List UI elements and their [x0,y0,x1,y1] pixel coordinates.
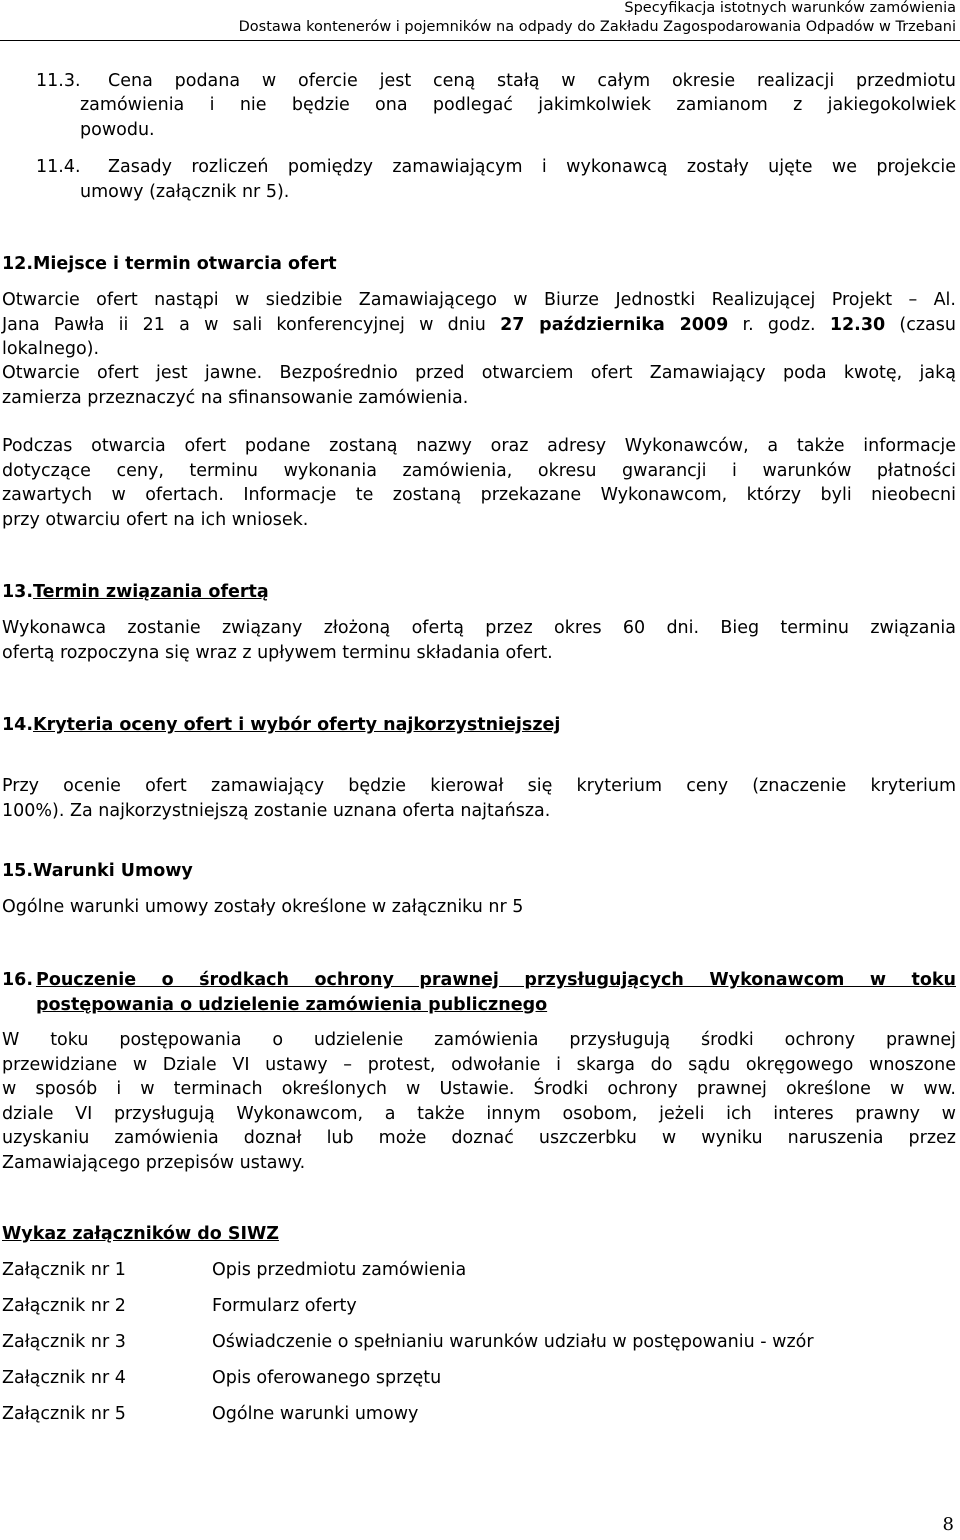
paragraph-line: 100%). Za najkorzystniejszą zostanie uznana oferta najtańsza. [2,800,551,821]
attachment-description: Ogólne warunki umowy [212,1404,419,1424]
section-11-3-text [108,69,956,94]
attachment-label: Załącznik nr 2 [2,1296,126,1316]
paragraph-line: przy otwarciu ofert na ich wniosek. [2,509,309,530]
paragraph-line: Zasady rozliczeń pomiędzy zamawiającym i wykonawcą zostały ujęte we projekcie [108,157,956,177]
attachment-description: Opis przedmiotu zamówienia [212,1260,467,1280]
section-14-heading [2,713,956,738]
attachment-description: Opis oferowanego sprzętu [212,1368,442,1388]
attachment-label: Załącznik nr 1 [2,1260,126,1280]
text-run: (czasu [885,314,956,335]
paragraph-line: Otwarcie ofert nastąpi w siedzibie Zamawiającego w Biurze Jednostki Realizującej Projekt – Al. [2,290,956,310]
paragraph-line: zamierza przeznaczyć na sfinansowanie zamówienia. [2,387,469,408]
paragraph-line: umowy (załącznik nr 5). [80,182,290,202]
attachments-title: Wykaz załączników do SIWZ [2,1224,279,1244]
paragraph-line: uzyskaniu zamówienia doznał lub może doznać uszczerbku w wyniku naruszenia przez [2,1128,956,1148]
paragraph-line: lokalnego). [2,339,100,359]
paragraph-line: Cena podana w ofercie jest ceną stałą w całym okresie realizacji przedmiotu [108,71,956,91]
section-15-heading [2,859,956,884]
section-14-paragraph [2,774,956,823]
page-number: 8 [942,1514,954,1535]
paragraph-line: Wykonawca zostanie związany złożoną ofertą przez okres 60 dni. Bieg terminu związania [2,618,956,638]
section-13-heading [2,580,956,605]
paragraph-line: powodu. [80,119,155,140]
section-title: postępowania o udzielenie zamówienia publicznego [36,994,548,1015]
opening-time: 12.30 [829,314,886,335]
paragraph-line: przewidziane w Dziale VI ustawy – protest, odwołanie i skarga do sądu okręgowego wnoszone [2,1054,956,1075]
section-11-4-text [108,155,956,180]
header-doc-title: Specyfikacja istotnych warunków zamówienia [624,0,956,16]
section-12-heading [2,252,956,277]
attachment-label: Załącznik nr 3 [2,1332,126,1352]
text-run: r. godz. [728,314,830,335]
paragraph-line: Podczas otwarcia ofert podane zostaną nazwy oraz adresy Wykonawców, a także informacje [2,436,956,456]
page-header [0,0,960,41]
section-number: 16. [2,970,34,990]
section-11-3-number: 11.3. [36,71,81,91]
section-13-paragraph [2,616,956,665]
paragraph-line: ofertą rozpoczyna się wraz z upływem terminu składania ofert. [2,642,553,663]
section-11-4-number: 11.4. [36,157,81,177]
section-number: 12. [2,254,34,274]
paragraph-line: Zamawiającego przepisów ustawy. [2,1152,306,1173]
header-doc-subject: Dostawa kontenerów i pojemników na odpady do Zakładu Zagospodarowania Odpadów w Trzebani [238,19,956,35]
paragraph-line: w sposób i w terminach określonych w Ustawie. Środki ochrony prawnej określone w ww. [2,1079,956,1099]
section-11-4-cont [80,180,956,205]
text-run: Jana Pawła ii 21 a w sali konferencyjnej w dniu [2,314,501,335]
paragraph-line: W toku postępowania o udzielenie zamówienia przysługują środki ochrony prawnej [2,1030,956,1050]
section-title: Miejsce i termin otwarcia ofert [33,254,337,274]
paragraph-line [2,313,956,338]
section-number: 15. [2,861,34,881]
paragraph-line: dziale VI przysługują Wykonawcom, a także innym osobom, jeżeli ich interes prawny w [2,1103,956,1124]
section-title: Termin związania ofertą [33,582,269,602]
paragraph-line: dotyczące ceny, terminu wykonania zamówienia, okresu gwarancji i warunków płatności [2,460,956,481]
paragraph-line: zawartych w ofertach. Informacje te zostaną przekazane Wykonawcom, którzy byli nieobecni [2,485,956,505]
section-12-paragraph-1 [2,288,956,362]
section-title: Warunki Umowy [33,861,193,881]
paragraph-line: Ogólne warunki umowy zostały określone w załączniku nr 5 [2,897,524,917]
attachment-description: Oświadczenie o spełnianiu warunków udziału w postępowaniu - wzór [212,1332,814,1352]
attachments-heading [2,1222,956,1247]
section-number: 13. [2,582,34,602]
section-16-paragraph [2,1028,956,1175]
paragraph-line: Otwarcie ofert jest jawne. Bezpośrednio przed otwarciem ofert Zamawiający poda kwotę, jaką [2,363,956,383]
section-title: Kryteria oceny ofert i wybór oferty najkorzystniejszej [33,715,561,735]
paragraph-line: Przy ocenie ofert zamawiający będzie kierował się kryterium ceny (znaczenie kryterium [2,776,956,796]
section-15-paragraph [2,895,956,920]
section-12-paragraph-3 [2,434,956,532]
attachment-description: Formularz oferty [212,1296,357,1316]
section-title: Pouczenie o środkach ochrony prawnej przysługujących Wykonawcom w toku [36,970,956,990]
section-16-heading [2,968,956,1017]
section-number: 14. [2,715,34,735]
paragraph-line: zamówienia i nie będzie ona podlegać jakimkolwiek zamianom z jakiegokolwiek [80,95,956,115]
attachment-label: Załącznik nr 4 [2,1368,126,1388]
attachment-label: Załącznik nr 5 [2,1404,126,1424]
section-12-paragraph-2 [2,361,956,410]
section-11-3-cont [80,93,956,142]
opening-date: 27 października 2009 [500,314,729,335]
